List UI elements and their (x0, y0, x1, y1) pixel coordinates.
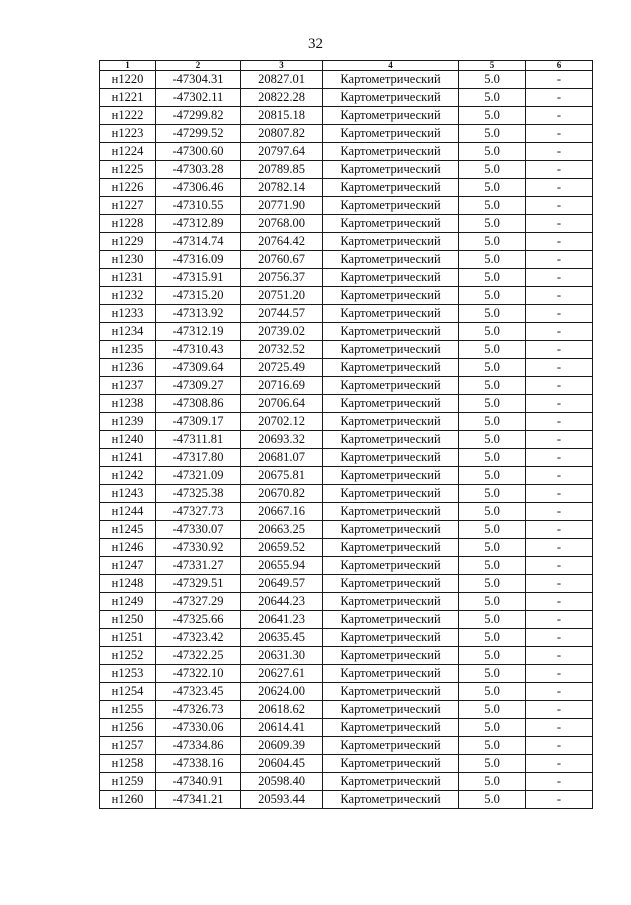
accuracy-cell: 5.0 (459, 125, 526, 143)
accuracy-cell: 5.0 (459, 593, 526, 611)
note-cell: - (526, 773, 593, 791)
accuracy-cell: 5.0 (459, 305, 526, 323)
x-coordinate-cell: -47303.28 (156, 161, 241, 179)
method-cell: Картометрический (323, 251, 459, 269)
table-row (100, 179, 593, 197)
table-row (100, 755, 593, 773)
table-row (100, 683, 593, 701)
point-id-cell: н1257 (100, 737, 156, 755)
x-coordinate-cell: -47315.91 (156, 269, 241, 287)
x-coordinate-cell: -47323.42 (156, 629, 241, 647)
accuracy-cell: 5.0 (459, 251, 526, 269)
accuracy-cell: 5.0 (459, 71, 526, 89)
x-coordinate-cell: -47331.27 (156, 557, 241, 575)
table-row (100, 557, 593, 575)
x-coordinate-cell: -47300.60 (156, 143, 241, 161)
method-cell: Картометрический (323, 107, 459, 125)
accuracy-cell: 5.0 (459, 683, 526, 701)
y-coordinate-cell: 20822.28 (241, 89, 323, 107)
point-id-cell: н1240 (100, 431, 156, 449)
accuracy-cell: 5.0 (459, 629, 526, 647)
note-cell: - (526, 611, 593, 629)
table-row (100, 143, 593, 161)
x-coordinate-cell: -47310.55 (156, 197, 241, 215)
x-coordinate-cell: -47310.43 (156, 341, 241, 359)
table-row (100, 161, 593, 179)
header-col-2: 2 (156, 61, 241, 71)
accuracy-cell: 5.0 (459, 557, 526, 575)
x-coordinate-cell: -47323.45 (156, 683, 241, 701)
note-cell: - (526, 251, 593, 269)
header-col-3: 3 (241, 61, 323, 71)
table-row (100, 377, 593, 395)
header-col-1: 1 (100, 61, 156, 71)
method-cell: Картометрический (323, 665, 459, 683)
method-cell: Картометрический (323, 467, 459, 485)
note-cell: - (526, 125, 593, 143)
x-coordinate-cell: -47312.89 (156, 215, 241, 233)
y-coordinate-cell: 20760.67 (241, 251, 323, 269)
x-coordinate-cell: -47314.74 (156, 233, 241, 251)
point-id-cell: н1259 (100, 773, 156, 791)
x-coordinate-cell: -47327.29 (156, 593, 241, 611)
y-coordinate-cell: 20618.62 (241, 701, 323, 719)
note-cell: - (526, 179, 593, 197)
x-coordinate-cell: -47309.27 (156, 377, 241, 395)
table-row (100, 611, 593, 629)
note-cell: - (526, 737, 593, 755)
table-row (100, 593, 593, 611)
point-id-cell: н1252 (100, 647, 156, 665)
accuracy-cell: 5.0 (459, 233, 526, 251)
point-id-cell: н1224 (100, 143, 156, 161)
accuracy-cell: 5.0 (459, 791, 526, 809)
note-cell: - (526, 467, 593, 485)
point-id-cell: н1244 (100, 503, 156, 521)
table-row (100, 521, 593, 539)
note-cell: - (526, 197, 593, 215)
point-id-cell: н1234 (100, 323, 156, 341)
point-id-cell: н1241 (100, 449, 156, 467)
method-cell: Картометрический (323, 521, 459, 539)
y-coordinate-cell: 20635.45 (241, 629, 323, 647)
accuracy-cell: 5.0 (459, 773, 526, 791)
point-id-cell: н1227 (100, 197, 156, 215)
x-coordinate-cell: -47321.09 (156, 467, 241, 485)
method-cell: Картометрический (323, 89, 459, 107)
point-id-cell: н1254 (100, 683, 156, 701)
point-id-cell: н1236 (100, 359, 156, 377)
y-coordinate-cell: 20670.82 (241, 485, 323, 503)
x-coordinate-cell: -47312.19 (156, 323, 241, 341)
x-coordinate-cell: -47308.86 (156, 395, 241, 413)
method-cell: Картометрический (323, 125, 459, 143)
accuracy-cell: 5.0 (459, 413, 526, 431)
header-col-6: 6 (526, 61, 593, 71)
y-coordinate-cell: 20739.02 (241, 323, 323, 341)
x-coordinate-cell: -47317.80 (156, 449, 241, 467)
method-cell: Картометрический (323, 161, 459, 179)
y-coordinate-cell: 20732.52 (241, 341, 323, 359)
x-coordinate-cell: -47327.73 (156, 503, 241, 521)
table-row (100, 359, 593, 377)
y-coordinate-cell: 20663.25 (241, 521, 323, 539)
table-row (100, 431, 593, 449)
table-row (100, 467, 593, 485)
point-id-cell: н1238 (100, 395, 156, 413)
note-cell: - (526, 557, 593, 575)
accuracy-cell: 5.0 (459, 611, 526, 629)
point-id-cell: н1248 (100, 575, 156, 593)
note-cell: - (526, 629, 593, 647)
note-cell: - (526, 413, 593, 431)
accuracy-cell: 5.0 (459, 107, 526, 125)
point-id-cell: н1230 (100, 251, 156, 269)
y-coordinate-cell: 20702.12 (241, 413, 323, 431)
y-coordinate-cell: 20655.94 (241, 557, 323, 575)
note-cell: - (526, 719, 593, 737)
method-cell: Картометрический (323, 773, 459, 791)
x-coordinate-cell: -47341.21 (156, 791, 241, 809)
y-coordinate-cell: 20789.85 (241, 161, 323, 179)
x-coordinate-cell: -47330.92 (156, 539, 241, 557)
y-coordinate-cell: 20627.61 (241, 665, 323, 683)
point-id-cell: н1220 (100, 71, 156, 89)
point-id-cell: н1221 (100, 89, 156, 107)
accuracy-cell: 5.0 (459, 431, 526, 449)
y-coordinate-cell: 20827.01 (241, 71, 323, 89)
note-cell: - (526, 665, 593, 683)
method-cell: Картометрический (323, 539, 459, 557)
y-coordinate-cell: 20644.23 (241, 593, 323, 611)
point-id-cell: н1235 (100, 341, 156, 359)
y-coordinate-cell: 20649.57 (241, 575, 323, 593)
accuracy-cell: 5.0 (459, 215, 526, 233)
table-row (100, 701, 593, 719)
point-id-cell: н1247 (100, 557, 156, 575)
y-coordinate-cell: 20815.18 (241, 107, 323, 125)
method-cell: Картометрический (323, 377, 459, 395)
table-row (100, 413, 593, 431)
method-cell: Картометрический (323, 233, 459, 251)
accuracy-cell: 5.0 (459, 359, 526, 377)
point-id-cell: н1256 (100, 719, 156, 737)
y-coordinate-cell: 20771.90 (241, 197, 323, 215)
header-col-5: 5 (459, 61, 526, 71)
accuracy-cell: 5.0 (459, 323, 526, 341)
table-row (100, 773, 593, 791)
table-row (100, 269, 593, 287)
x-coordinate-cell: -47299.82 (156, 107, 241, 125)
x-coordinate-cell: -47322.25 (156, 647, 241, 665)
note-cell: - (526, 449, 593, 467)
accuracy-cell: 5.0 (459, 269, 526, 287)
point-id-cell: н1250 (100, 611, 156, 629)
header-col-4: 4 (323, 61, 459, 71)
note-cell: - (526, 521, 593, 539)
accuracy-cell: 5.0 (459, 287, 526, 305)
y-coordinate-cell: 20756.37 (241, 269, 323, 287)
method-cell: Картометрический (323, 719, 459, 737)
method-cell: Картометрический (323, 323, 459, 341)
table-row (100, 107, 593, 125)
point-id-cell: н1243 (100, 485, 156, 503)
table-row (100, 575, 593, 593)
method-cell: Картометрический (323, 503, 459, 521)
y-coordinate-cell: 20604.45 (241, 755, 323, 773)
method-cell: Картометрический (323, 557, 459, 575)
table-row (100, 71, 593, 89)
note-cell: - (526, 791, 593, 809)
y-coordinate-cell: 20807.82 (241, 125, 323, 143)
method-cell: Картометрический (323, 413, 459, 431)
accuracy-cell: 5.0 (459, 179, 526, 197)
y-coordinate-cell: 20751.20 (241, 287, 323, 305)
y-coordinate-cell: 20609.39 (241, 737, 323, 755)
point-id-cell: н1251 (100, 629, 156, 647)
method-cell: Картометрический (323, 179, 459, 197)
y-coordinate-cell: 20744.57 (241, 305, 323, 323)
method-cell: Картометрический (323, 143, 459, 161)
table-row (100, 323, 593, 341)
accuracy-cell: 5.0 (459, 377, 526, 395)
accuracy-cell: 5.0 (459, 521, 526, 539)
y-coordinate-cell: 20641.23 (241, 611, 323, 629)
note-cell: - (526, 647, 593, 665)
x-coordinate-cell: -47330.06 (156, 719, 241, 737)
accuracy-cell: 5.0 (459, 701, 526, 719)
note-cell: - (526, 305, 593, 323)
method-cell: Картометрический (323, 197, 459, 215)
table-row (100, 485, 593, 503)
accuracy-cell: 5.0 (459, 503, 526, 521)
method-cell: Картометрический (323, 395, 459, 413)
note-cell: - (526, 395, 593, 413)
page-number: 32 (308, 36, 323, 52)
point-id-cell: н1237 (100, 377, 156, 395)
method-cell: Картометрический (323, 629, 459, 647)
table-row (100, 737, 593, 755)
note-cell: - (526, 89, 593, 107)
method-cell: Картометрический (323, 575, 459, 593)
x-coordinate-cell: -47322.10 (156, 665, 241, 683)
accuracy-cell: 5.0 (459, 755, 526, 773)
note-cell: - (526, 485, 593, 503)
point-id-cell: н1226 (100, 179, 156, 197)
accuracy-cell: 5.0 (459, 395, 526, 413)
point-id-cell: н1229 (100, 233, 156, 251)
point-id-cell: н1246 (100, 539, 156, 557)
note-cell: - (526, 287, 593, 305)
y-coordinate-cell: 20797.64 (241, 143, 323, 161)
point-id-cell: н1231 (100, 269, 156, 287)
accuracy-cell: 5.0 (459, 467, 526, 485)
table-row (100, 197, 593, 215)
table-row (100, 665, 593, 683)
point-id-cell: н1258 (100, 755, 156, 773)
method-cell: Картометрический (323, 287, 459, 305)
table-row (100, 539, 593, 557)
method-cell: Картометрический (323, 683, 459, 701)
note-cell: - (526, 323, 593, 341)
point-id-cell: н1239 (100, 413, 156, 431)
accuracy-cell: 5.0 (459, 737, 526, 755)
method-cell: Картометрический (323, 701, 459, 719)
note-cell: - (526, 143, 593, 161)
method-cell: Картометрический (323, 431, 459, 449)
accuracy-cell: 5.0 (459, 449, 526, 467)
y-coordinate-cell: 20716.69 (241, 377, 323, 395)
point-id-cell: н1223 (100, 125, 156, 143)
table-row (100, 449, 593, 467)
method-cell: Картометрический (323, 341, 459, 359)
x-coordinate-cell: -47330.07 (156, 521, 241, 539)
point-id-cell: н1253 (100, 665, 156, 683)
y-coordinate-cell: 20764.42 (241, 233, 323, 251)
accuracy-cell: 5.0 (459, 89, 526, 107)
table-row (100, 89, 593, 107)
accuracy-cell: 5.0 (459, 539, 526, 557)
method-cell: Картометрический (323, 449, 459, 467)
accuracy-cell: 5.0 (459, 485, 526, 503)
accuracy-cell: 5.0 (459, 665, 526, 683)
table-row (100, 215, 593, 233)
y-coordinate-cell: 20681.07 (241, 449, 323, 467)
method-cell: Картометрический (323, 737, 459, 755)
y-coordinate-cell: 20659.52 (241, 539, 323, 557)
table-row (100, 233, 593, 251)
note-cell: - (526, 701, 593, 719)
note-cell: - (526, 359, 593, 377)
table-row (100, 251, 593, 269)
x-coordinate-cell: -47315.20 (156, 287, 241, 305)
accuracy-cell: 5.0 (459, 161, 526, 179)
x-coordinate-cell: -47313.92 (156, 305, 241, 323)
note-cell: - (526, 431, 593, 449)
method-cell: Картометрический (323, 269, 459, 287)
x-coordinate-cell: -47338.16 (156, 755, 241, 773)
note-cell: - (526, 215, 593, 233)
y-coordinate-cell: 20768.00 (241, 215, 323, 233)
table-row (100, 341, 593, 359)
table-row (100, 647, 593, 665)
x-coordinate-cell: -47311.81 (156, 431, 241, 449)
x-coordinate-cell: -47326.73 (156, 701, 241, 719)
y-coordinate-cell: 20693.32 (241, 431, 323, 449)
x-coordinate-cell: -47302.11 (156, 89, 241, 107)
table-header-row (100, 61, 593, 71)
x-coordinate-cell: -47309.64 (156, 359, 241, 377)
x-coordinate-cell: -47299.52 (156, 125, 241, 143)
y-coordinate-cell: 20675.81 (241, 467, 323, 485)
method-cell: Картометрический (323, 593, 459, 611)
note-cell: - (526, 683, 593, 701)
note-cell: - (526, 233, 593, 251)
point-id-cell: н1233 (100, 305, 156, 323)
coordinates-table (99, 60, 593, 809)
table-body (100, 71, 593, 809)
accuracy-cell: 5.0 (459, 197, 526, 215)
x-coordinate-cell: -47334.86 (156, 737, 241, 755)
table-row (100, 305, 593, 323)
point-id-cell: н1242 (100, 467, 156, 485)
method-cell: Картометрический (323, 755, 459, 773)
note-cell: - (526, 575, 593, 593)
x-coordinate-cell: -47325.66 (156, 611, 241, 629)
x-coordinate-cell: -47340.91 (156, 773, 241, 791)
note-cell: - (526, 377, 593, 395)
method-cell: Картометрический (323, 791, 459, 809)
point-id-cell: н1245 (100, 521, 156, 539)
note-cell: - (526, 107, 593, 125)
point-id-cell: н1249 (100, 593, 156, 611)
y-coordinate-cell: 20631.30 (241, 647, 323, 665)
note-cell: - (526, 269, 593, 287)
table-row (100, 125, 593, 143)
y-coordinate-cell: 20598.40 (241, 773, 323, 791)
point-id-cell: н1260 (100, 791, 156, 809)
method-cell: Картометрический (323, 71, 459, 89)
y-coordinate-cell: 20667.16 (241, 503, 323, 521)
method-cell: Картометрический (323, 611, 459, 629)
method-cell: Картометрический (323, 647, 459, 665)
y-coordinate-cell: 20782.14 (241, 179, 323, 197)
x-coordinate-cell: -47304.31 (156, 71, 241, 89)
note-cell: - (526, 161, 593, 179)
note-cell: - (526, 593, 593, 611)
method-cell: Картометрический (323, 485, 459, 503)
method-cell: Картометрический (323, 215, 459, 233)
x-coordinate-cell: -47329.51 (156, 575, 241, 593)
accuracy-cell: 5.0 (459, 575, 526, 593)
table-row (100, 629, 593, 647)
accuracy-cell: 5.0 (459, 143, 526, 161)
y-coordinate-cell: 20706.64 (241, 395, 323, 413)
note-cell: - (526, 503, 593, 521)
point-id-cell: н1225 (100, 161, 156, 179)
note-cell: - (526, 71, 593, 89)
point-id-cell: н1228 (100, 215, 156, 233)
point-id-cell: н1222 (100, 107, 156, 125)
table-row (100, 791, 593, 809)
note-cell: - (526, 341, 593, 359)
y-coordinate-cell: 20593.44 (241, 791, 323, 809)
x-coordinate-cell: -47325.38 (156, 485, 241, 503)
accuracy-cell: 5.0 (459, 341, 526, 359)
y-coordinate-cell: 20614.41 (241, 719, 323, 737)
accuracy-cell: 5.0 (459, 719, 526, 737)
table-row (100, 395, 593, 413)
table-row (100, 287, 593, 305)
point-id-cell: н1232 (100, 287, 156, 305)
accuracy-cell: 5.0 (459, 647, 526, 665)
point-id-cell: н1255 (100, 701, 156, 719)
note-cell: - (526, 539, 593, 557)
note-cell: - (526, 755, 593, 773)
method-cell: Картометрический (323, 359, 459, 377)
method-cell: Картометрический (323, 305, 459, 323)
x-coordinate-cell: -47309.17 (156, 413, 241, 431)
y-coordinate-cell: 20624.00 (241, 683, 323, 701)
table-row (100, 719, 593, 737)
y-coordinate-cell: 20725.49 (241, 359, 323, 377)
x-coordinate-cell: -47306.46 (156, 179, 241, 197)
x-coordinate-cell: -47316.09 (156, 251, 241, 269)
table-row (100, 503, 593, 521)
